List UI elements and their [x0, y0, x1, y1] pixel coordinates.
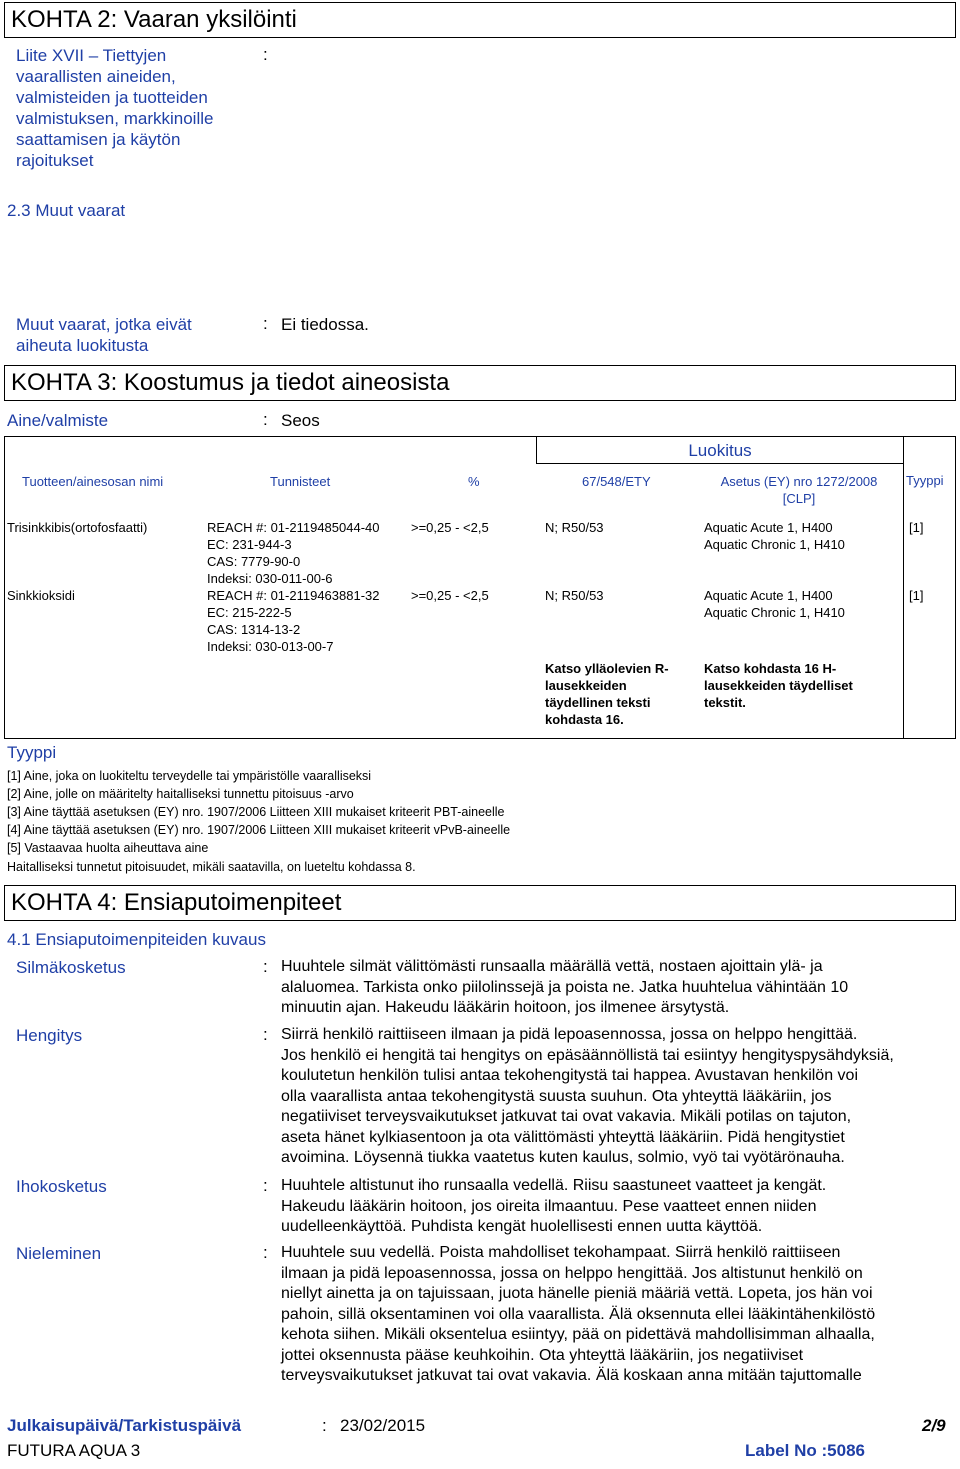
ingestion-text: Huuhtele suu vedellä. Poista mahdolliset tekohampaat. Siirrä henkilö raittiiseen ilmaan ja pidä lepoasennossa, jossa on helppo hengittää. Jos altistunut henkilö on niellyt ainetta ja on tajuissaan, juota hänelle pieniä määriä vettä. Lopeta, jos hän voi pahoin, sillä oksentaminen voi olla vaarallista. Älä oksennuta ellei lääkintähenkilöstö kehota siihen. Mikäli oksentelua esiintyy, pää on pidettävä mahdollisimman alhaalla, jottei oksennusta pääse keuhkoihin. Ota yhteyttä lääkäriin, jos negatiiviset terveysvaikutukset jatkuvat tai ovat vakavia. Älä koskaan anna mitään tajuttomalle: [281, 1244, 876, 1384]
substance-colon: :: [263, 410, 268, 429]
row-type: [1]: [909, 588, 924, 603]
row-percent: >=0,25 - <2,5: [411, 588, 489, 603]
section3-heading: KOHTA 3: Koostumus ja tiedot aineosista: [4, 365, 956, 401]
other-hazards-title: 2.3 Muut vaarat: [7, 201, 126, 220]
inhalation-text: Siirrä henkilö raittiiseen ilmaan ja pidä lepoasennossa, jossa on helppo hengittää. Jos henkilö ei hengitä tai hengitys on epäsäännöllistä tai esiintyy hengityspysähdyksiä, koulutetun henkilön tulisi antaa tekohengitystä tai happea. Avustavan henkilön voi olla vaarallista antaa tekohengitystä suusta suuhun. Ota yhteyttä lääkäriin, jos negatiiviset terveysvaikutukset jatkuvat tai ovat vakavia. Mikäli potilas on tajuton, aseta hänet kylkiasentoon ja ota välittömästi yhteyttä lääkäriin. Pidä hengitystiet avoimina. Löysennä tiukka vaatetus kuten kaulus, solmio, vyö tai vyötärönauha.: [281, 1026, 894, 1166]
row-clp: Aquatic Acute 1, H400 Aquatic Chronic 1, H410: [704, 588, 845, 620]
eye-contact-label: Silmäkosketus: [16, 958, 126, 977]
row-name: Sinkkioksidi: [7, 588, 75, 603]
substance-value: Seos: [281, 411, 320, 430]
ingestion-label: Nieleminen: [16, 1244, 102, 1263]
other-hazards-label: Muut vaarat, jotka eivät aiheuta luokitusta: [16, 315, 192, 355]
section2-heading: KOHTA 2: Vaaran yksilöinti: [4, 2, 956, 38]
row-dir: N; R50/53: [545, 520, 604, 535]
annex-colon: :: [263, 45, 268, 64]
classification-header: Luokitus: [688, 441, 752, 460]
section4-heading: KOHTA 4: Ensiaputoimenpiteet: [4, 885, 956, 921]
skin-contact-colon: :: [263, 1176, 268, 1195]
ingestion-colon: :: [263, 1243, 268, 1262]
row-type: [1]: [909, 520, 924, 535]
inhalation-label: Hengitys: [16, 1026, 83, 1045]
eye-contact-colon: :: [263, 957, 268, 976]
col-name-header: Tuotteen/ainesosan nimi: [22, 474, 164, 489]
row-ids: REACH #: 01-2119463881-32 EC: 215-222-5 CAS: 1314-13-2 Indeksi: 030-013-00-7: [207, 588, 380, 654]
type-legend: [1] Aine, joka on luokiteltu terveydelle tai ympäristölle vaaralliseksi [2] Aine, jolle on määritelty haitalliseksi tunnettu pitoisuus -arvo [3] Aine täyttää asetuksen (EY) nro. 1907/2006 Liitteen XIII mukaiset kriteerit PBT-aineelle [4] Aine täyttää asetuksen (EY) nro. 1907/2006 Liitteen XIII mukaiset kriteerit vPvB-aineelle [5] Vastaavaa huolta aiheuttava aine: [7, 769, 511, 855]
skin-contact-label: Ihokosketus: [16, 1177, 107, 1196]
row-clp: Aquatic Acute 1, H400 Aquatic Chronic 1, H410: [704, 520, 845, 552]
clp-note: Katso kohdasta 16 H- lausekkeiden täydelliset tekstit.: [704, 661, 853, 710]
footer-date-colon: :: [322, 1416, 327, 1435]
section4-subtitle: 4.1 Ensiaputoimenpiteiden kuvaus: [7, 930, 266, 949]
row-percent: >=0,25 - <2,5: [411, 520, 489, 535]
col-clp-header: Asetus (EY) nro 1272/2008 [CLP]: [720, 474, 878, 506]
footer-label-no: Label No :5086: [745, 1441, 865, 1460]
col-type-header: Tyyppi: [906, 473, 944, 488]
col-ids-header: Tunnisteet: [270, 474, 331, 489]
row-ids: REACH #: 01-2119485044-40 EC: 231-944-3 CAS: 7779-90-0 Indeksi: 030-011-00-6: [207, 520, 380, 586]
col-dir-header: 67/548/ETY: [582, 474, 651, 489]
col-percent-header: %: [468, 474, 480, 489]
other-hazards-value: Ei tiedossa.: [281, 315, 369, 334]
footer-product-name: FUTURA AQUA 3: [7, 1441, 141, 1460]
eye-contact-text: Huuhtele silmät välittömästi runsaalla määrällä vettä, nostaen ajoittain ylä- ja alaluomea. Tarkista onko piilolinssejä ja poista ne. Jatka huuhtelua vähintään 10 minuutin ajan. Hakeudu lääkärin hoitoon, jos ilmenee ärsytystä.: [281, 958, 849, 1016]
substance-label: Aine/valmiste: [7, 411, 109, 430]
footer-page-number: 2/9: [922, 1416, 946, 1435]
row-name: Trisinkkibis(ortofosfaatti): [7, 520, 148, 535]
row-dir: N; R50/53: [545, 588, 604, 603]
limits-note: Haitalliseksi tunnetut pitoisuudet, mikäli saatavilla, on lueteltu kohdassa 8.: [7, 860, 416, 874]
dir-note: Katso ylläolevien R- lausekkeiden täydellinen teksti kohdasta 16.: [545, 661, 669, 727]
type-title: Tyyppi: [7, 743, 57, 762]
footer-date-label: Julkaisupäivä/Tarkistuspäivä: [7, 1416, 242, 1435]
other-hazards-colon: :: [263, 314, 268, 333]
inhalation-colon: :: [263, 1025, 268, 1044]
skin-contact-text: Huuhtele altistunut iho runsaalla vedellä. Riisu saastuneet vaatteet ja kengät. Hakeudu lääkärin hoitoon, jos oireita ilmaantuu. Pese vaatteet ennen niiden uudelleenkäyttöä. Puhdista kengät huolellisesti ennen uutta käyttöä.: [281, 1177, 827, 1235]
annex-xvii-label: Liite XVII – Tiettyjen vaarallisten aineiden, valmisteiden ja tuotteiden valmistuksen, markkinoille saattamisen ja käytön rajoitukset: [16, 46, 214, 170]
footer-date-value: 23/02/2015: [340, 1416, 426, 1435]
